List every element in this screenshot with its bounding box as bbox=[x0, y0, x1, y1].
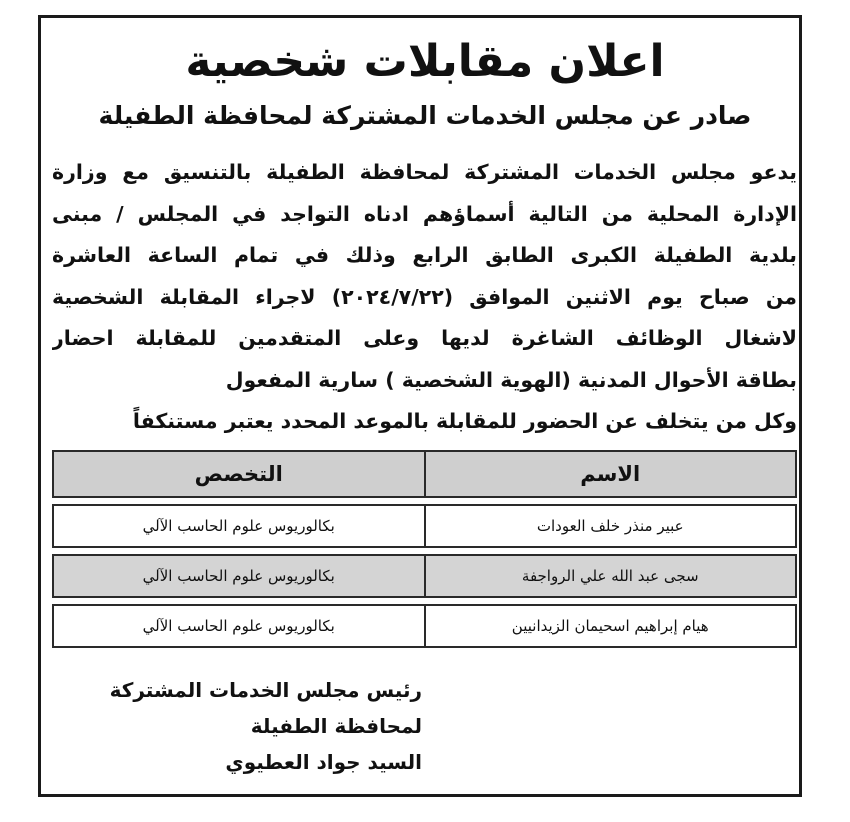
table-row bbox=[53, 555, 796, 597]
announcement-body bbox=[52, 152, 797, 443]
candidates-table bbox=[52, 450, 797, 648]
body-line: لاشغال الوظائف الشاغرة لديها وعلى المتقدمين للمقابلة احضار bbox=[52, 326, 797, 350]
row-spacer bbox=[53, 597, 796, 605]
column-header-specialization: التخصص bbox=[53, 451, 425, 497]
candidate-specialization: بكالوريوس علوم الحاسب الآلي bbox=[53, 505, 425, 547]
row-spacer bbox=[53, 547, 796, 555]
candidate-specialization: بكالوريوس علوم الحاسب الآلي bbox=[53, 555, 425, 597]
body-line: يدعو مجلس الخدمات المشتركة لمحافظة الطفيلة بالتنسيق مع وزارة bbox=[52, 160, 797, 184]
body-line: الإدارة المحلية من التالية أسماؤهم ادناه التواجد في المجلس / مبنى bbox=[52, 201, 797, 226]
body-line: وكل من يتخلف عن الحضور للمقابلة بالموعد المحدد يعتبر مستنكفاً bbox=[132, 409, 797, 433]
signature-title: رئيس مجلس الخدمات المشتركة bbox=[109, 678, 422, 702]
table-row bbox=[53, 605, 796, 647]
body-line: بلدية الطفيلة الكبرى الطابق الرابع وذلك في تمام الساعة العاشرة bbox=[52, 243, 797, 267]
body-line: من صباح يوم الاثنين الموافق (٢٠٢٤/٧/٢٢) لاجراء المقابلة الشخصية bbox=[52, 284, 797, 309]
table-row bbox=[53, 505, 796, 547]
body-line: بطاقة الأحوال المدنية (الهوية الشخصية ) سارية المفعول bbox=[225, 367, 797, 392]
signature-name: السيد جواد العطيوي bbox=[225, 750, 422, 774]
candidate-name: سجى عبد الله علي الرواجفة bbox=[425, 555, 797, 597]
candidate-specialization: بكالوريوس علوم الحاسب الآلي bbox=[53, 605, 425, 647]
signature-block bbox=[52, 672, 422, 780]
column-header-name: الاسم bbox=[425, 451, 797, 497]
announcement-title: اعلان مقابلات شخصية bbox=[185, 36, 665, 87]
signature-governorate: لمحافظة الطفيلة bbox=[250, 714, 422, 738]
candidate-name: هيام إبراهيم اسحيمان الزيدانيين bbox=[425, 605, 797, 647]
announcement-subtitle: صادر عن مجلس الخدمات المشتركة لمحافظة الطفيلة bbox=[98, 101, 752, 130]
row-spacer bbox=[53, 497, 796, 505]
candidate-name: عبير منذر خلف العودات bbox=[425, 505, 797, 547]
table-header-row bbox=[53, 451, 796, 497]
